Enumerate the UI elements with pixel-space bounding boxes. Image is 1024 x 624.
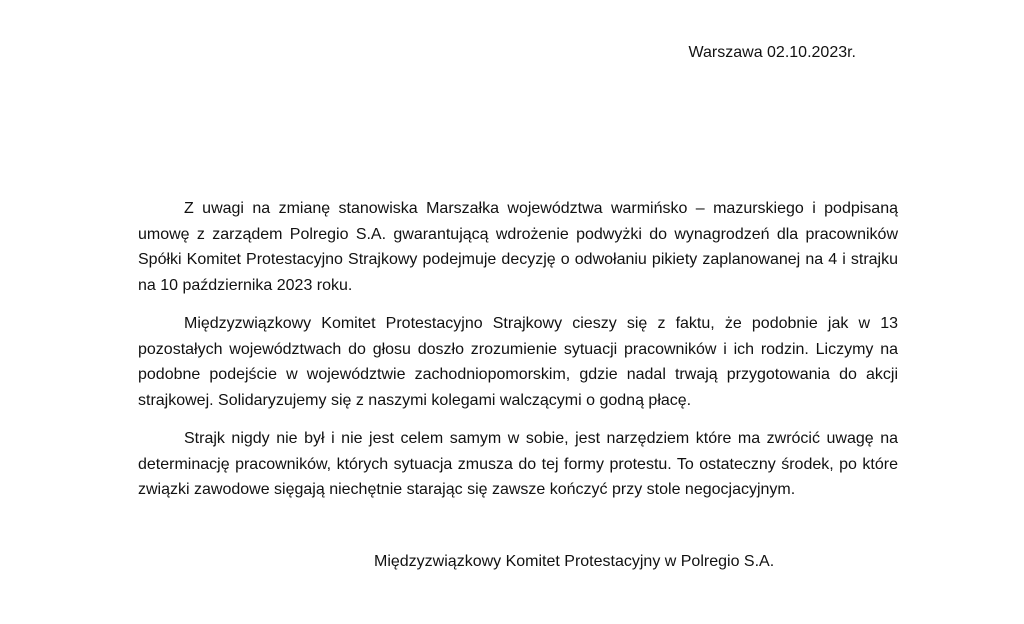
date-line: Warszawa 02.10.2023r. bbox=[688, 44, 856, 61]
paragraph-2: Międzyzwiązkowy Komitet Protestacyjno Strajkowy cieszy się z faktu, że podobnie jak w 13 pozostałych województwach do głosu doszło zrozumienie sytuacji pracowników i ich rodzin. Liczymy na podobne podejście w województwie zachodniopomorskim, gdzie nadal trwają przygotowania do akcji strajkowej. Solidaryzujemy się z naszymi kolegami walczącymi o godną płacę. bbox=[138, 315, 898, 409]
letter-body bbox=[138, 196, 898, 516]
signature: Międzyzwiązkowy Komitet Protestacyjny w Polregio S.A. bbox=[374, 553, 775, 570]
paragraph-3: Strajk nigdy nie był i nie jest celem samym w sobie, jest narzędziem które ma zwrócić uwagę na determinację pracowników, których sytuacja zmusza do tej formy protestu. To ostateczny środek, po które związki zawodowe sięgają niechętnie starając się zawsze kończyć przy stole negocjacyjnym. bbox=[138, 430, 898, 498]
paragraph-1: Z uwagi na zmianę stanowiska Marszałka województwa warmińsko – mazurskiego i podpisaną umowę z zarządem Polregio S.A. gwarantującą wdrożenie podwyżki do wynagrodzeń dla pracowników Spółki Komitet Protestacyjno Strajkowy podejmuje decyzję o odwołaniu pikiety zaplanowanej na 4 i strajku na 10 października 2023 roku. bbox=[138, 200, 898, 294]
